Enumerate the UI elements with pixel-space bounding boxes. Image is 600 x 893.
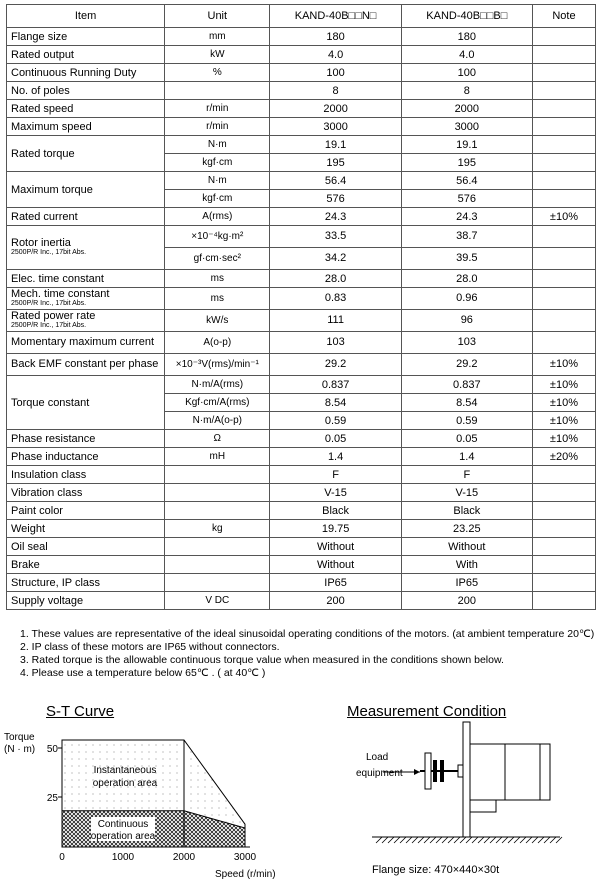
load-label-2: equipment bbox=[356, 768, 403, 779]
flange-size-label: Flange size: 470×440×30t bbox=[372, 864, 500, 876]
st-ylabel-1: Torque bbox=[4, 732, 35, 743]
v1-cell: 24.3 bbox=[270, 208, 401, 226]
item-label: Structure, IP class bbox=[11, 576, 101, 589]
v2-cell: 576 bbox=[401, 190, 532, 208]
v1-cell: 103 bbox=[270, 332, 401, 354]
note-cell: ±10% bbox=[532, 354, 595, 376]
item-label: Flange size bbox=[11, 30, 68, 43]
item-label: Oil seal bbox=[11, 540, 48, 553]
v1-cell: 576 bbox=[270, 190, 401, 208]
v1-cell: 19.1 bbox=[270, 136, 401, 154]
v2-cell: 200 bbox=[401, 592, 532, 610]
measurement-title: Measurement Condition bbox=[347, 703, 507, 720]
load-equipment bbox=[425, 753, 431, 789]
v1-cell: 4.0 bbox=[270, 46, 401, 64]
st-ytick-25: 25 bbox=[46, 793, 58, 804]
item-label: Back EMF constant per phase bbox=[11, 358, 159, 370]
v1-cell: 180 bbox=[270, 28, 401, 46]
v2-cell: 180 bbox=[401, 28, 532, 46]
cont-label-1: Continuous bbox=[97, 819, 149, 830]
item-label: Paint color bbox=[11, 504, 63, 517]
item-label: Vibration class bbox=[11, 486, 83, 499]
v1-cell: 2000 bbox=[270, 100, 401, 118]
unit-cell: N·m bbox=[165, 136, 270, 154]
v1-cell: 8 bbox=[270, 82, 401, 100]
v1-cell: 33.5 bbox=[270, 226, 401, 248]
unit-cell: kW bbox=[165, 46, 270, 64]
motor-body bbox=[470, 744, 550, 800]
unit-cell: kW/s bbox=[165, 310, 270, 332]
unit-cell: mm bbox=[165, 28, 270, 46]
note-cell: ±10% bbox=[532, 376, 595, 394]
st-curve-chart bbox=[4, 732, 276, 880]
v1-cell: 100 bbox=[270, 64, 401, 82]
v1-cell: 0.05 bbox=[270, 430, 401, 448]
item-label: Continuous Running Duty bbox=[11, 66, 137, 79]
v2-cell: 19.1 bbox=[401, 136, 532, 154]
item-label: Rotor inertia bbox=[11, 237, 71, 249]
item-label: Mech. time constant bbox=[11, 288, 110, 300]
item-label: Momentary maximum current bbox=[11, 336, 155, 348]
item-label: Maximum torque bbox=[11, 183, 93, 196]
item-label: Phase resistance bbox=[11, 432, 96, 445]
v1-cell: 1.4 bbox=[270, 448, 401, 466]
unit-cell: N·m/A(rms) bbox=[165, 376, 270, 394]
v1-cell: 111 bbox=[270, 310, 401, 332]
item-sublabel: 2500P/R Inc., 17bit Abs. bbox=[11, 249, 87, 256]
v2-cell: 4.0 bbox=[401, 46, 532, 64]
v2-cell: IP65 bbox=[401, 574, 532, 592]
unit-cell: kg bbox=[165, 520, 270, 538]
unit-cell: % bbox=[165, 64, 270, 82]
st-xtick-3000: 3000 bbox=[233, 852, 257, 863]
header-model-n: KAND-40B□□N□ bbox=[270, 5, 401, 28]
unit-cell: gf·cm·sec² bbox=[165, 248, 270, 270]
measurement-diagram bbox=[356, 722, 562, 876]
v1-cell: 19.75 bbox=[270, 520, 401, 538]
v1-cell: Without bbox=[270, 538, 401, 556]
v2-cell: 100 bbox=[401, 64, 532, 82]
unit-cell: N·m/A(o-p) bbox=[165, 412, 270, 430]
header-unit: Unit bbox=[165, 5, 270, 28]
v2-cell: With bbox=[401, 556, 532, 574]
item-label: Rated output bbox=[11, 48, 74, 61]
v1-cell: 195 bbox=[270, 154, 401, 172]
st-xlabel: Speed (r/min) bbox=[215, 869, 276, 880]
st-xtick-2000: 2000 bbox=[172, 852, 196, 863]
item-label: Rated current bbox=[11, 210, 78, 223]
note-2: 2. IP class of these motors are IP65 without connectors. bbox=[20, 641, 280, 653]
note-3: 3. Rated torque is the allowable continuous torque value when measured in the conditions shown below. bbox=[20, 654, 504, 666]
item-label: Torque constant bbox=[11, 396, 90, 409]
v2-cell: 24.3 bbox=[401, 208, 532, 226]
v1-cell: 0.837 bbox=[270, 376, 401, 394]
v2-cell: 0.837 bbox=[401, 376, 532, 394]
v1-cell: 3000 bbox=[270, 118, 401, 136]
v1-cell: 34.2 bbox=[270, 248, 401, 270]
v2-cell: 8.54 bbox=[401, 394, 532, 412]
inst-label-2: operation area bbox=[92, 778, 158, 789]
item-label: Brake bbox=[11, 558, 40, 571]
v1-cell: 0.59 bbox=[270, 412, 401, 430]
v1-cell: 8.54 bbox=[270, 394, 401, 412]
unit-cell: r/min bbox=[165, 100, 270, 118]
v2-cell: 103 bbox=[401, 332, 532, 354]
v1-cell: Black bbox=[270, 502, 401, 520]
item-sublabel: 2500P/R Inc., 17bit Abs. bbox=[11, 300, 87, 307]
header-model-b: KAND-40B□□B□ bbox=[401, 5, 532, 28]
note-cell: ±10% bbox=[532, 430, 595, 448]
note-cell: ±20% bbox=[532, 448, 595, 466]
v2-cell: 23.25 bbox=[401, 520, 532, 538]
note-1: 1. These values are representative of the ideal sinusoidal operating conditions of the motors. (at ambient temperature 20℃) bbox=[20, 628, 595, 640]
unit-cell: ms bbox=[165, 288, 270, 310]
v2-cell: Without bbox=[401, 538, 532, 556]
item-label: Phase inductance bbox=[11, 450, 99, 463]
v2-cell: 1.4 bbox=[401, 448, 532, 466]
unit-cell: ×10⁻³V(rms)/min⁻¹ bbox=[165, 354, 270, 376]
v2-cell: 3000 bbox=[401, 118, 532, 136]
st-xtick-1000: 1000 bbox=[111, 852, 135, 863]
st-curve-title: S-T Curve bbox=[46, 703, 115, 720]
item-label: Weight bbox=[11, 522, 46, 535]
v2-cell: 38.7 bbox=[401, 226, 532, 248]
item-label: Rated power rate bbox=[11, 310, 96, 322]
unit-cell: mH bbox=[165, 448, 270, 466]
v1-cell: IP65 bbox=[270, 574, 401, 592]
v2-cell: 39.5 bbox=[401, 248, 532, 270]
v2-cell: F bbox=[401, 466, 532, 484]
item-label: Rated speed bbox=[11, 102, 74, 115]
note-cell: ±10% bbox=[532, 412, 595, 430]
unit-cell: kgf·cm bbox=[165, 190, 270, 208]
v1-cell: 0.83 bbox=[270, 288, 401, 310]
v2-cell: Black bbox=[401, 502, 532, 520]
v1-cell: F bbox=[270, 466, 401, 484]
item-label: Rated torque bbox=[11, 147, 75, 160]
unit-cell: ×10⁻⁴kg·m² bbox=[165, 226, 270, 248]
v2-cell: 8 bbox=[401, 82, 532, 100]
v2-cell: 0.59 bbox=[401, 412, 532, 430]
v2-cell: V-15 bbox=[401, 484, 532, 502]
note-cell: ±10% bbox=[532, 394, 595, 412]
v2-cell: 29.2 bbox=[401, 354, 532, 376]
item-label: Insulation class bbox=[11, 468, 87, 481]
item-label: Supply voltage bbox=[11, 594, 84, 607]
v2-cell: 96 bbox=[401, 310, 532, 332]
unit-cell: A(rms) bbox=[165, 208, 270, 226]
item-sublabel: 2500P/R Inc., 17bit Abs. bbox=[11, 322, 87, 329]
v2-cell: 28.0 bbox=[401, 270, 532, 288]
flange-plate bbox=[463, 722, 470, 837]
item-label: No. of poles bbox=[11, 84, 70, 97]
unit-cell: kgf·cm bbox=[165, 154, 270, 172]
v1-cell: 28.0 bbox=[270, 270, 401, 288]
v1-cell: V-15 bbox=[270, 484, 401, 502]
v1-cell: Without bbox=[270, 556, 401, 574]
v1-cell: 56.4 bbox=[270, 172, 401, 190]
unit-cell: r/min bbox=[165, 118, 270, 136]
v2-cell: 2000 bbox=[401, 100, 532, 118]
v2-cell: 56.4 bbox=[401, 172, 532, 190]
unit-cell: Kgf·cm/A(rms) bbox=[165, 394, 270, 412]
header-note: Note bbox=[532, 5, 595, 28]
item-label: Elec. time constant bbox=[11, 272, 104, 285]
note-cell: ±10% bbox=[532, 208, 595, 226]
v2-cell: 0.96 bbox=[401, 288, 532, 310]
v1-cell: 29.2 bbox=[270, 354, 401, 376]
v2-cell: 195 bbox=[401, 154, 532, 172]
v2-cell: 0.05 bbox=[401, 430, 532, 448]
cont-label-2: operation area bbox=[90, 831, 156, 842]
st-ylabel-2: (N · m) bbox=[4, 744, 36, 755]
note-4: 4. Please use a temperature below 65℃ . ( at 40℃ ) bbox=[20, 667, 266, 679]
unit-cell: Ω bbox=[165, 430, 270, 448]
header-item: Item bbox=[7, 5, 165, 28]
item-label: Maximum speed bbox=[11, 120, 92, 133]
load-label-1: Load bbox=[366, 752, 389, 763]
st-ytick-50: 50 bbox=[46, 744, 58, 755]
unit-cell: ms bbox=[165, 270, 270, 288]
st-xtick-0: 0 bbox=[59, 852, 65, 863]
unit-cell: V DC bbox=[165, 592, 270, 610]
unit-cell: A(o-p) bbox=[165, 332, 270, 354]
v1-cell: 200 bbox=[270, 592, 401, 610]
inst-label-1: Instantaneous bbox=[93, 765, 157, 776]
unit-cell: N·m bbox=[165, 172, 270, 190]
